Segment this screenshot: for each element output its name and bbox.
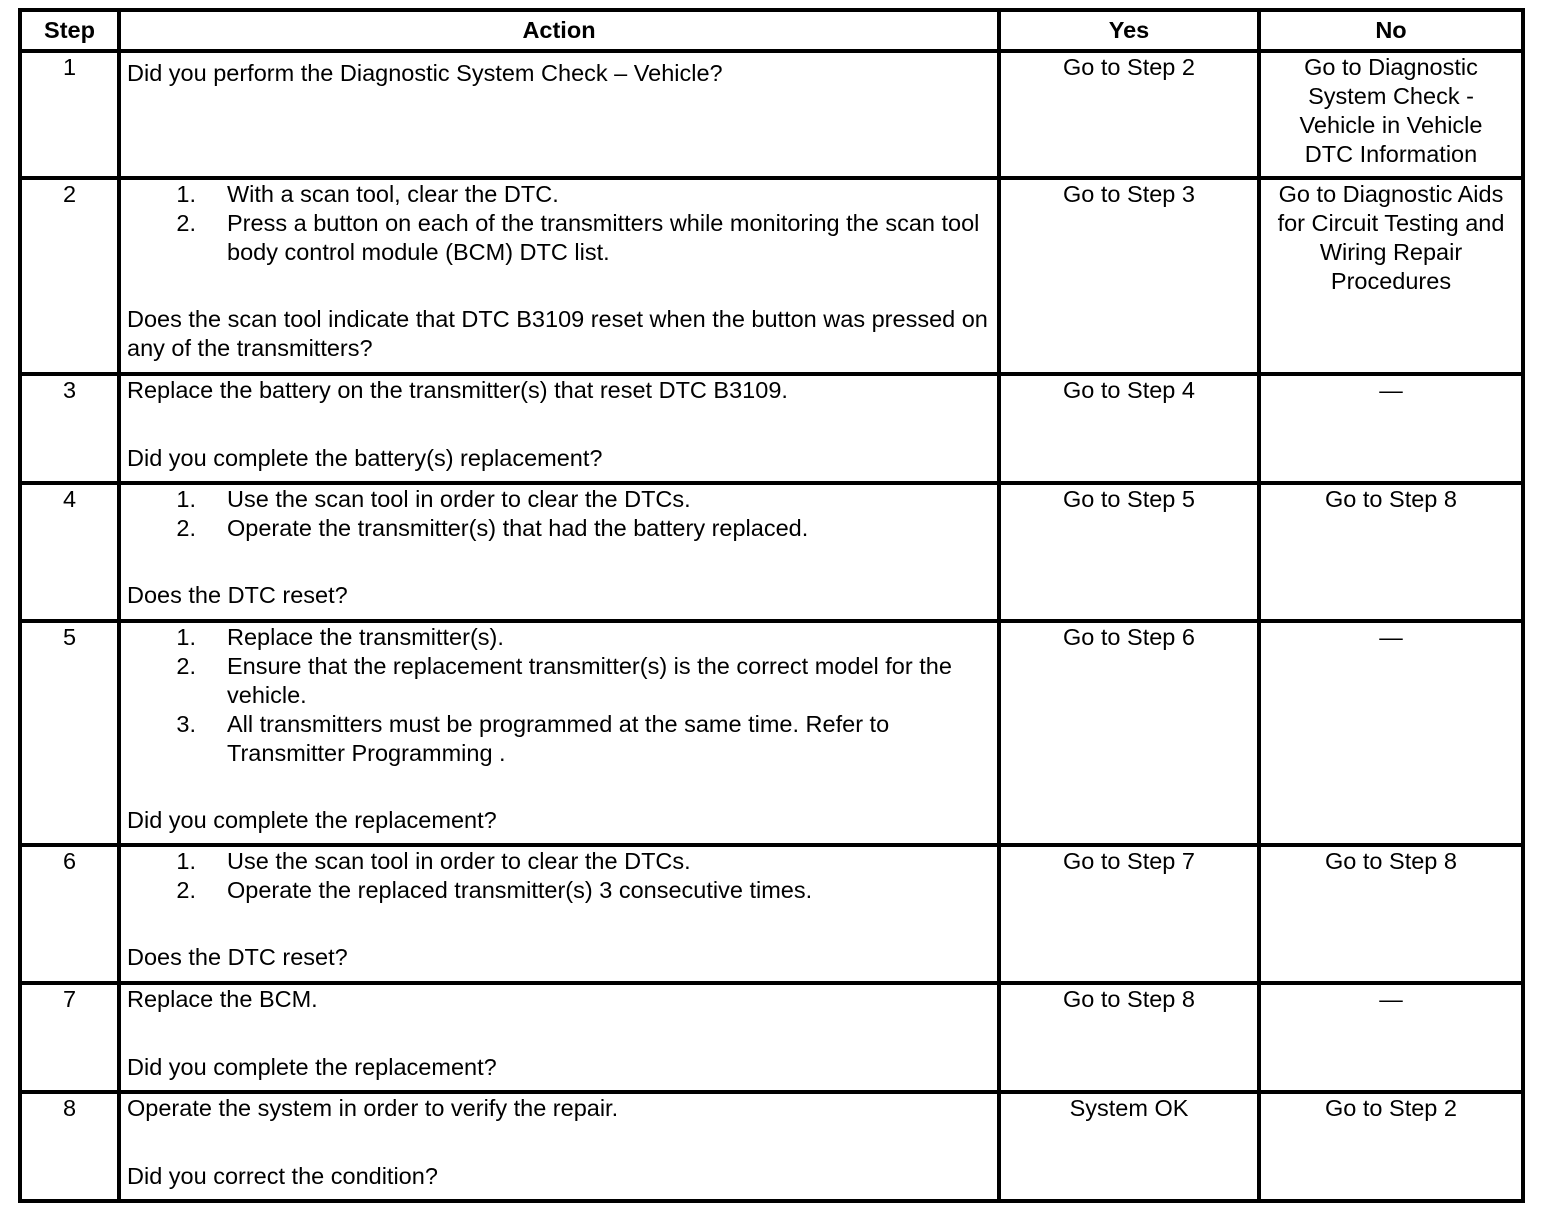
table-row — [20, 483, 1523, 621]
list-item: 2. Press a button on each of the transmitters while monitoring the scan tool body control module (BCM) DTC list. — [176, 210, 980, 265]
yes-cell: Go to Step 6 — [999, 621, 1259, 845]
action-cell — [119, 983, 999, 1092]
table-row — [20, 621, 1523, 845]
action-cell — [119, 483, 999, 621]
header-yes: Yes — [999, 10, 1259, 51]
step-number: 1 — [20, 51, 119, 178]
list-item: 1. Use the scan tool in order to clear the DTCs. — [176, 848, 691, 874]
no-cell: — — [1259, 621, 1523, 845]
table-row — [20, 51, 1523, 178]
step-number: 3 — [20, 374, 119, 483]
action-question: Did you complete the battery(s) replacement? — [127, 445, 603, 471]
diagnostic-table — [18, 8, 1525, 1203]
no-cell: — — [1259, 983, 1523, 1092]
action-question: Did you complete the replacement? — [127, 807, 497, 833]
action-steps-list — [127, 623, 991, 768]
action-cell — [119, 845, 999, 983]
yes-cell: Go to Step 7 — [999, 845, 1259, 983]
list-item: 1. Use the scan tool in order to clear the DTCs. — [176, 486, 691, 512]
table-row — [20, 983, 1523, 1092]
action-question: Did you complete the replacement? — [127, 1054, 497, 1080]
table-row — [20, 178, 1523, 374]
no-cell: Go to Diagnostic Aids for Circuit Testing and Wiring Repair Procedures — [1259, 178, 1523, 374]
yes-cell: Go to Step 8 — [999, 983, 1259, 1092]
yes-cell: System OK — [999, 1092, 1259, 1201]
header-action: Action — [119, 10, 999, 51]
no-cell: — — [1259, 374, 1523, 483]
no-cell: Go to Step 2 — [1259, 1092, 1523, 1201]
no-cell: Go to Step 8 — [1259, 483, 1523, 621]
step-number: 5 — [20, 621, 119, 845]
action-question: Does the scan tool indicate that DTC B3109 reset when the button was pressed on any of the transmitters? — [127, 306, 988, 361]
action-steps-list — [127, 485, 991, 543]
table-row — [20, 1092, 1523, 1201]
step-number: 2 — [20, 178, 119, 374]
action-text: Replace the battery on the transmitter(s) that reset DTC B3109. — [127, 377, 788, 403]
action-cell — [119, 621, 999, 845]
action-text: Operate the system in order to verify the repair. — [127, 1095, 619, 1121]
action-question: Does the DTC reset? — [127, 582, 348, 608]
list-item: 1. Replace the transmitter(s). — [176, 624, 504, 650]
list-item: 2. Operate the transmitter(s) that had the battery replaced. — [176, 515, 809, 541]
list-item: 3. All transmitters must be programmed at the same time. Refer to Transmitter Programming . — [176, 711, 890, 766]
action-cell — [119, 51, 999, 178]
header-no: No — [1259, 10, 1523, 51]
table-row — [20, 374, 1523, 483]
list-item: 1. With a scan tool, clear the DTC. — [176, 181, 559, 207]
yes-cell: Go to Step 3 — [999, 178, 1259, 374]
action-steps-list — [127, 180, 991, 267]
action-cell — [119, 1092, 999, 1201]
step-number: 4 — [20, 483, 119, 621]
step-number: 6 — [20, 845, 119, 983]
list-item: 2. Operate the replaced transmitter(s) 3 consecutive times. — [176, 877, 813, 903]
action-text: Did you perform the Diagnostic System Check – Vehicle? — [127, 60, 723, 86]
action-text: Replace the BCM. — [127, 986, 318, 1012]
yes-cell: Go to Step 4 — [999, 374, 1259, 483]
no-cell: Go to Step 8 — [1259, 845, 1523, 983]
action-cell — [119, 374, 999, 483]
action-steps-list — [127, 847, 991, 905]
action-question: Did you correct the condition? — [127, 1163, 438, 1189]
table-row — [20, 845, 1523, 983]
header-step: Step — [20, 10, 119, 51]
no-cell: Go to Diagnostic System Check - Vehicle in Vehicle DTC Information — [1259, 51, 1523, 178]
step-number: 8 — [20, 1092, 119, 1201]
header-row — [20, 10, 1523, 51]
action-cell — [119, 178, 999, 374]
step-number: 7 — [20, 983, 119, 1092]
list-item: 2. Ensure that the replacement transmitter(s) is the correct model for the vehicle. — [176, 653, 952, 708]
action-question: Does the DTC reset? — [127, 944, 348, 970]
yes-cell: Go to Step 5 — [999, 483, 1259, 621]
yes-cell: Go to Step 2 — [999, 51, 1259, 178]
